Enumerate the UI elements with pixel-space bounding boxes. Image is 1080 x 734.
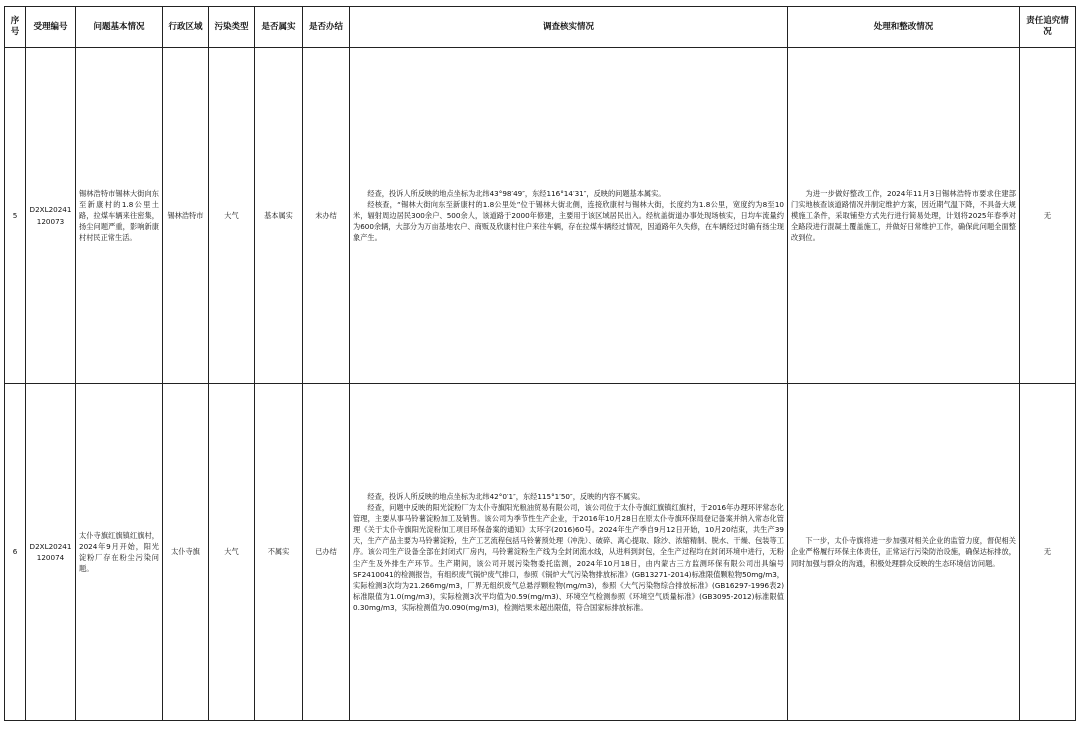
header-accountability: 责任追究情况 xyxy=(1020,7,1076,48)
table-header-row xyxy=(5,7,1076,48)
header-handling: 处理和整改情况 xyxy=(788,7,1020,48)
table-row xyxy=(5,48,1076,384)
complaint-table xyxy=(4,6,1076,721)
header-region: 行政区域 xyxy=(163,7,209,48)
cell-handling xyxy=(788,48,1020,384)
header-pollution-type: 污染类型 xyxy=(209,7,255,48)
cell-seq: 6 xyxy=(5,384,26,721)
investigation-paragraph: 经查，问题中反映的阳光淀粉厂为太仆寺旗阳光粮油贸易有限公司，该公司位于太仆寺旗红旗镇红旗村，于2016年办理环评常态化管理，主要从事马铃薯淀粉加工及销售。该公司为季节性生产企业，于2016年10月28日在原太仆寺旗环保局登记备案并纳入常态化管理《关于太仆寺旗阳光淀粉加工项目环保备案的通知》太环字(2016)60号。2024年生产季自9月12日开始，10月20结束，共生产39天，生产产品主要为马铃薯淀粉，生产工艺流程包括马铃薯预处理（冲洗）、破碎、离心提取、除沙、浓缩精制、脱水、干燥、包装等工序。该公司生产设备全部在封闭式厂房内，马铃薯淀粉生产线为全封闭流水线，从进料到封包，全生产过程均在封闭环境中进行，无粉尘产生及外排生产环节。生产期间，该公司开展污染物委托监测，2024年10月18日，由内蒙古三方监测环保有限公司出具编号SF2410041的检测报告，有组织废气锅炉废气排口，参照《锅炉大气污染物排放标准》(GB13271-2014)标准限值颗粒物50mg/m3，实际检测3次均为21.266mg/m3，厂界无组织废气总悬浮颗粒物(mg/m3)，参照《大气污染物综合排放标准》(GB16297-1996表2)标准限值为1.0(mg/m3)，实际检测3次平均值为0.59(mg/m3)、环境空气检测参照《环境空气质量标准》(GB3095-2012)标准限值0.30mg/m3，实际检测值为0.090(mg/m3)，检测结果未超出限值，符合国家标排放标准。 xyxy=(353,502,784,613)
cell-investigation xyxy=(350,384,788,721)
investigation-paragraph: 经查，投诉人所反映的地点坐标为北纬42°0′1″，东经115°1′50″，反映的内容不属实。 xyxy=(367,491,645,501)
cell-region: 锡林浩特市 xyxy=(163,48,209,384)
cell-investigation xyxy=(350,48,788,384)
cell-accountability: 无 xyxy=(1020,384,1076,721)
header-investigation: 调查核实情况 xyxy=(350,7,788,48)
table-row xyxy=(5,384,1076,721)
cell-closed: 已办结 xyxy=(303,384,350,721)
cell-closed: 未办结 xyxy=(303,48,350,384)
handling-paragraph: 下一步，太仆寺旗将进一步加强对相关企业的监管力度，督促相关企业严格履行环保主体责任，正常运行污染防治设施，确保达标排放，同时加强与群众的沟通，积极处理群众反映的生态环境信访问题。 xyxy=(791,536,1016,568)
cell-verified: 不属实 xyxy=(255,384,303,721)
cell-verified: 基本属实 xyxy=(255,48,303,384)
cell-problem: 锡林浩特市锡林大街向东至新康村的1.8公里土路，拉煤车辆来往密集，扬尘问题严重，影响新康村村民正常生活。 xyxy=(76,48,163,384)
header-problem: 问题基本情况 xyxy=(76,7,163,48)
cell-seq: 5 xyxy=(5,48,26,384)
header-case-no: 受理编号 xyxy=(26,7,76,48)
cell-accountability: 无 xyxy=(1020,48,1076,384)
investigation-paragraph: 经查，投诉人所反映的地点坐标为北纬43°98′49″，东经116°14′31″，反映的问题基本属实。 xyxy=(367,188,666,198)
cell-problem: 太仆寺旗红旗镇红旗村，2024年9月开始，阳光淀粉厂存在粉尘污染问题。 xyxy=(76,384,163,721)
cell-pollution-type: 大气 xyxy=(209,384,255,721)
investigation-paragraph: 经核查，“锡林大街向东至新康村的1.8公里处”位于锡林大街北侧，连接欣康村与锡林大街，长度约为1.8公里，宽度约为8至10米，辐射周边居民300余户、500余人，该道路于2000年修建，主要用于该区域居民出入。经杭盖街道办事处现场核实，日均车流量约为600余辆，大部分为万亩基地农户、商贩及欣康村住户来往车辆，存在拉煤车辆经过情况，因道路年久失修，在车辆经过时确有扬尘现象产生。 xyxy=(353,199,784,243)
cell-region: 太仆寺旗 xyxy=(163,384,209,721)
handling-paragraph: 为进一步做好整改工作，2024年11月3日锡林浩特市要求住建部门实地核查该道路情况并制定维护方案，因近期气温下降，不具备大规模施工条件，采取铺垫方式先行进行简易处理，计划将2025年春季对全路段进行混凝土覆盖施工，并做好日常维护工作，确保此问题全面整改到位。 xyxy=(791,188,1016,243)
header-verified: 是否属实 xyxy=(255,7,303,48)
header-seq: 序号 xyxy=(5,7,26,48)
cell-pollution-type: 大气 xyxy=(209,48,255,384)
header-closed: 是否办结 xyxy=(303,7,350,48)
cell-case-no: D2XL20241120073 xyxy=(26,48,76,384)
cell-case-no: D2XL20241120074 xyxy=(26,384,76,721)
cell-handling xyxy=(788,384,1020,721)
